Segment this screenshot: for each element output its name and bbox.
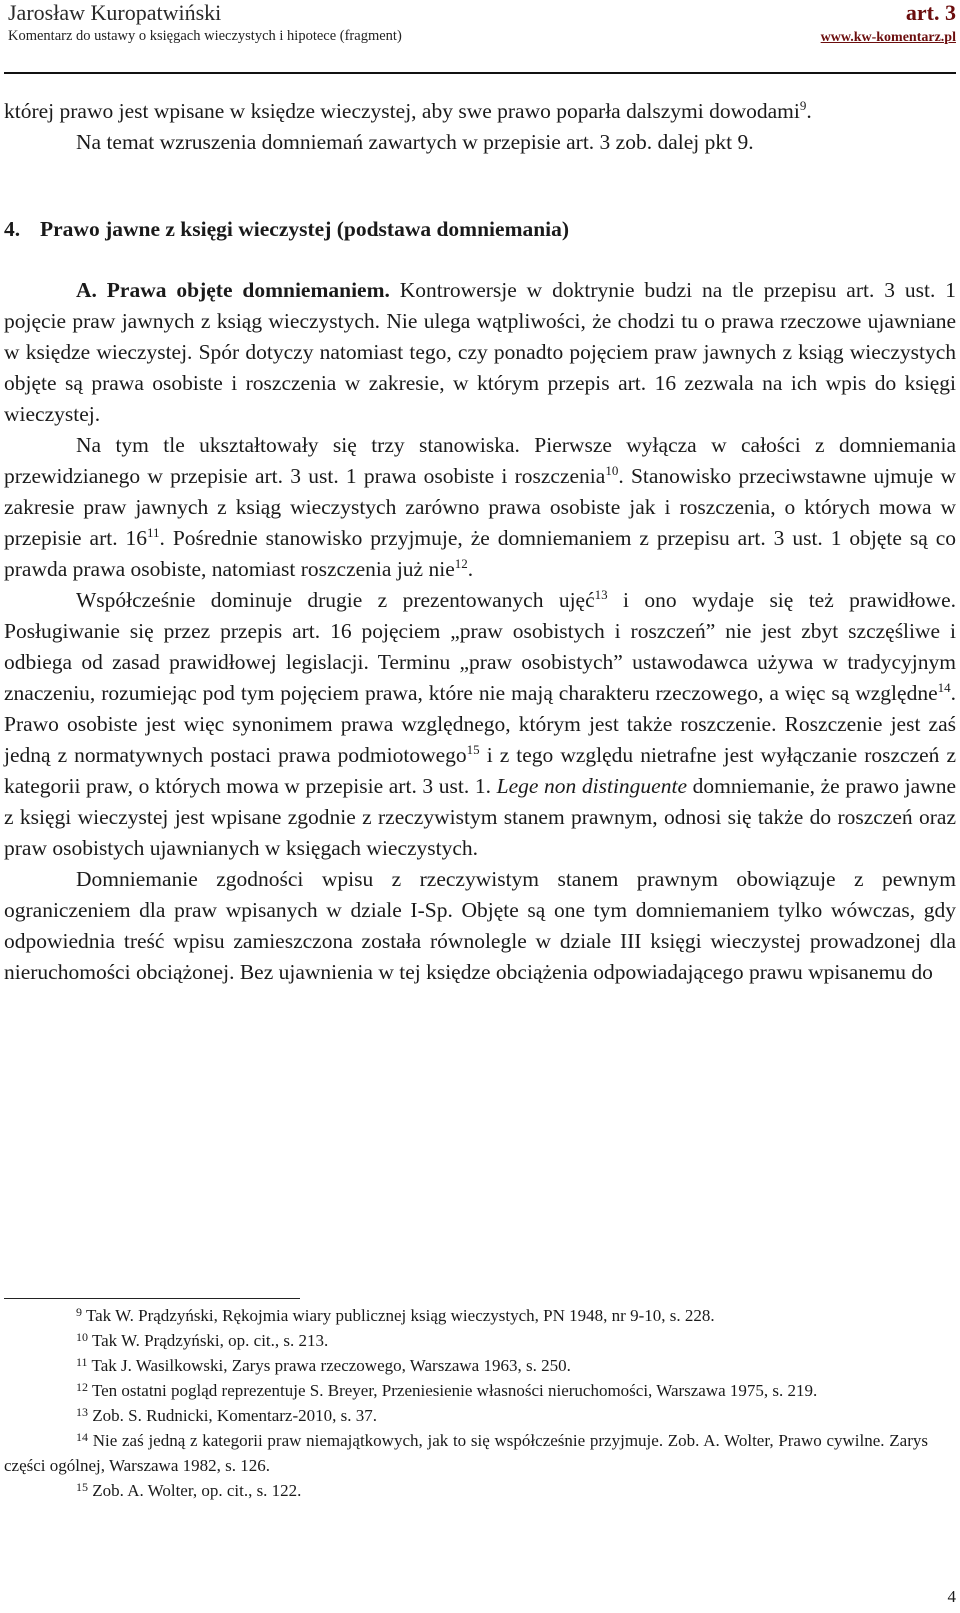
footnote-number: 14 <box>76 1430 88 1444</box>
footnote-text: Tak W. Prądzyński, Rękojmia wiary publicznej ksiąg wieczystych, PN 1948, nr 9-10, s. 228. <box>82 1306 715 1325</box>
footnote-text: Ten ostatni pogląd reprezentuje S. Breyer, Przeniesienie własności nieruchomości, Warszawa 1975, s. 219. <box>88 1381 818 1400</box>
page-number: 4 <box>947 1587 956 1606</box>
latin-phrase: Lege non distinguente <box>496 774 687 798</box>
footnote-item <box>4 1428 928 1478</box>
section-title: Prawo jawne z księgi wieczystej (podstawa domniemania) <box>40 217 570 241</box>
paragraph-text: . <box>467 557 474 581</box>
header-author: Jarosław Kuropatwiński <box>8 0 222 25</box>
paragraph <box>4 275 956 430</box>
footnote-ref[interactable]: 14 <box>937 680 951 695</box>
footnote-number: 11 <box>76 1355 88 1369</box>
paragraph-text: Współcześnie dominuje drugie z prezentowanych ujęć <box>76 588 595 612</box>
paragraph-text: i ono wydaje się też prawidłowe. Posługiwanie się przez przepis art. 16 pojęciem „praw osobistych i roszczeń” nie jest zbyt szczęśliwe i odbiega od zasad prawidłowej legislacji. Terminu „praw osobistych” ustawodawca używa w tradycyjnym znaczeniu, rozumiejąc pod tym pojęciem prawa, które nie mają charakteru rzeczowego, a więc są względne <box>4 588 957 705</box>
footnote-item <box>4 1328 928 1353</box>
section-heading <box>4 214 956 245</box>
footnote-text: Zob. A. Wolter, op. cit., s. 122. <box>88 1481 302 1500</box>
section-number: 4. <box>4 217 21 241</box>
footnote-item <box>4 1378 928 1403</box>
footnote-text: Nie zaś jedną z kategorii praw niemajątkowych, jak to się współcześnie przyjmuje. Zob. A. Wolter, Prawo cywilne. Zarys części ogólnej, Warszawa 1982, s. 126. <box>4 1431 928 1475</box>
main-text <box>4 96 956 988</box>
footnote-item <box>4 1403 928 1428</box>
footnote-item <box>4 1303 928 1328</box>
header-url-link[interactable]: www.kw-komentarz.pl <box>820 30 956 45</box>
footnote-ref[interactable]: 13 <box>594 587 608 602</box>
footnote-text: Tak W. Prądzyński, op. cit., s. 213. <box>88 1331 329 1350</box>
footnote-number: 15 <box>76 1480 88 1494</box>
paragraph-text: domniemanie, że prawo jawne z księgi wieczystej jest wpisane zgodnie z rzeczywistym stanem prawnym, odnosi się także do roszczeń oraz praw osobistych ujawnianych w księgach wieczystych. <box>4 774 957 860</box>
header-article: art. 3 <box>905 0 956 25</box>
footnote-ref[interactable]: 11 <box>147 525 160 540</box>
paragraph <box>4 430 956 585</box>
footnotes <box>4 1303 928 1503</box>
paragraph-continuation <box>4 96 956 127</box>
paragraph-text: . Prawo osobiste jest więc synonimem prawa względnego, którym jest także roszczenie. Roszczenie jest zaś jedną z normatywnych postaci prawa podmiotowego <box>4 681 956 767</box>
paragraph-text: . Pośrednie stanowisko przyjmuje, że domniemaniem z przepisu art. 3 ust. 1 objęte są co prawda prawa osobiste, natomiast roszczenia już nie <box>4 526 956 581</box>
footnote-item <box>4 1478 928 1503</box>
paragraph: Domniemanie zgodności wpisu z rzeczywistym stanem prawnym obowiązuje z pewnym ograniczeniem dla praw wpisanych w dziale I-Sp. Objęte są one tym domniemaniem tylko wówczas, gdy odpowiednia treść wpisu zamieszczona została równolegle w dziale III księgi wieczystej prowadzonej dla nieruchomości obciążonej. Bez ujawnienia w tej księdze obciążenia odpowiadającego prawu wpisanemu do <box>4 867 956 984</box>
footnote-number: 9 <box>76 1305 82 1319</box>
footnote-text: Zob. S. Rudnicki, Komentarz-2010, s. 37. <box>88 1406 377 1425</box>
footnote-ref[interactable]: 12 <box>454 556 468 571</box>
footnote-item <box>4 1353 928 1378</box>
footnote-number: 10 <box>76 1330 88 1344</box>
paragraph-text: i z tego względu nietrafne jest wyłączanie roszczeń z kategorii praw, o których mowa w przepisie art. 3 ust. 1. <box>4 743 957 798</box>
footnote-number: 12 <box>76 1380 88 1394</box>
footnote-divider <box>4 1298 300 1299</box>
paragraph-text: . <box>806 99 812 123</box>
paragraph-text: . Stanowisko przeciwstawne ujmuje w zakresie praw jawnych z ksiąg wieczystych zarówno prawa osobiste jak i roszczenia, o których mowa w przepisie art. 16 <box>4 464 956 550</box>
header-divider <box>4 72 956 74</box>
page-header <box>4 0 960 78</box>
footnote-ref[interactable]: 15 <box>466 742 480 757</box>
footnote-number: 13 <box>76 1405 88 1419</box>
footnote-text: Tak J. Wasilkowski, Zarys prawa rzeczowego, Warszawa 1963, s. 250. <box>87 1356 571 1375</box>
paragraph <box>4 585 956 864</box>
subsection-lead: A. Prawa objęte domniemaniem. <box>76 278 390 302</box>
paragraph-text: Na tym tle ukształtowały się trzy stanowiska. Pierwsze wyłącza w całości z domniemania przewidzianego w przepisie art. 3 ust. 1 prawa osobiste i roszczenia <box>4 433 956 488</box>
header-subtitle: Komentarz do ustawy o księgach wieczystych i hipotece (fragment) <box>8 28 402 44</box>
footnote-ref[interactable]: 9 <box>799 98 807 113</box>
footnote-ref[interactable]: 10 <box>605 463 619 478</box>
paragraph: Na temat wzruszenia domniemań zawartych w przepisie art. 3 zob. dalej pkt 9. <box>76 130 754 154</box>
paragraph-text: Kontrowersje w doktrynie budzi na tle przepisu art. 3 ust. 1 pojęcie praw jawnych z ksiąg wieczystych. Nie ulega wątpliwości, że chodzi tu o prawa rzeczowe ujawniane w księdze wieczystej. Spór dotyczy natomiast tego, czy ponadto pojęciem praw jawnych z ksiąg wieczystych objęte są prawa osobiste i roszczenia w zakresie, w którym przepis art. 16 zezwala na ich wpis do księgi wieczystej. <box>4 278 956 426</box>
paragraph-text: której prawo jest wpisane w księdze wieczystej, aby swe prawo poparła dalszymi dowodami <box>4 99 800 123</box>
